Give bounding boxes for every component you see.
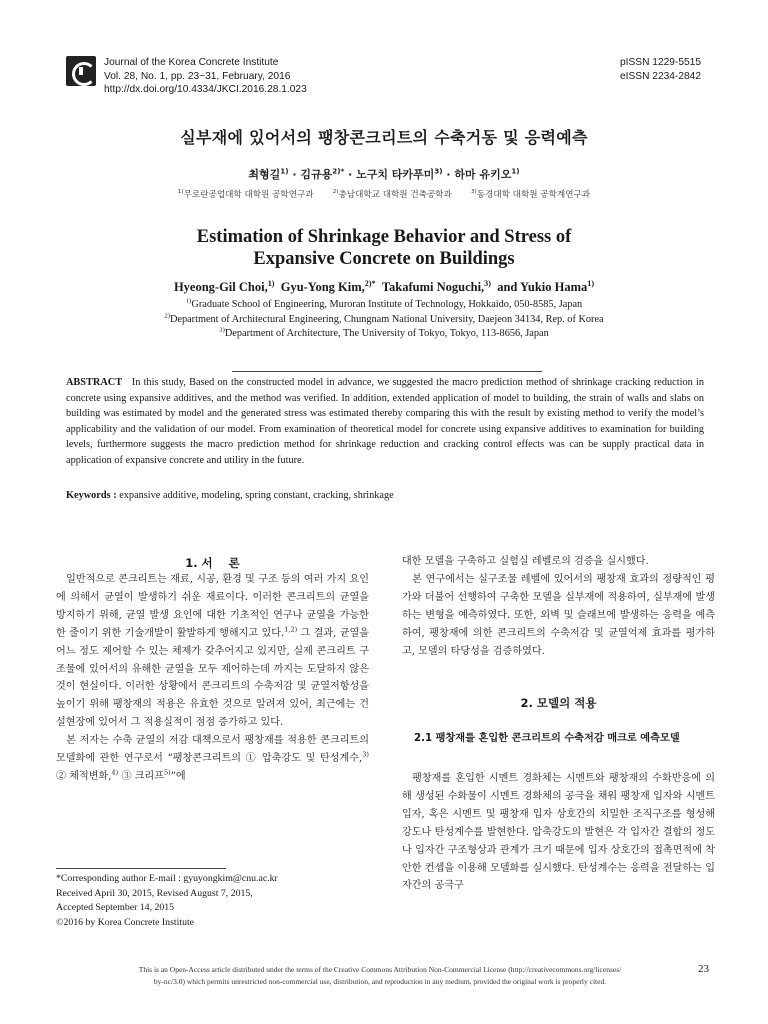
authors-english: Hyeong-Gil Choi,$^{1)}$ Gyu-Yong Kim,$^{2)*}$ Takafumi Noguchi,$^{3)}$ and Yukio Hama$^{1)}$	[173, 278, 595, 294]
keywords-label: Keywords :	[66, 490, 117, 501]
affiliation-ko: 무로란공업대학 대학원 공학연구과	[183, 190, 314, 200]
left-column	[56, 571, 369, 786]
abstract	[66, 375, 704, 468]
pissn: pISSN 1229-5515	[620, 57, 701, 68]
abstract-label: ABSTRACT	[66, 377, 123, 388]
received-date: Received April 30, 2015, Revised August 7, 2015,	[56, 887, 253, 899]
journal-info	[104, 56, 307, 97]
section-2-title: 2. 모델의 적용	[520, 696, 597, 710]
affiliations-korean: $^{1)}$무로란공업대학 대학원 공학연구과 $^{2)}$충남대학교 대학원 건축공학과 $^{3)}$동경대학 대학원 공학계연구과	[177, 189, 591, 200]
footnote	[56, 872, 376, 930]
author-ko: 김규용	[300, 168, 333, 181]
section-1-paragraph-continued: 대한 모델을 구축하고 실험실 레벨로의 검증을 실시했다.	[402, 556, 649, 567]
affiliation-ko: 충남대학교 대학원 건축공학과	[338, 190, 452, 200]
copyright: ©2016 by Korea Concrete Institute	[56, 916, 195, 928]
accepted-date: Accepted September 14, 2015	[56, 902, 175, 913]
affiliations-english	[0, 298, 768, 342]
affiliation-en: $^{1)}$Graduate School of Engineering, Muroran Institute of Technology, Hokkaido, 050-8585, Japan	[185, 297, 583, 310]
section-1-paragraph-1: 일반적으로 콘크리트는 재료, 시공, 환경 및 구조 등의 여러 가지 요인에 의해서 균열이 발생하기 쉬운 재료이다. 이러한 콘크리트의 균열을 방지하기 위해, 균열 발생 요인에 대한 기초적인 연구나 균열을 가능한 한 줄이기 위한 기술개발이 활발하게 행해지고 있다.$^{1,2)}$ 그 결과, 균열을 어느 정도 제어할 수 있는 체제가 갖추어지고 있지만, 실제 콘크리트 구조물에 있어서의 유해한 균열을 모두 제어하는데 까지는 도달하지 않은 것이 현실이다. 이러한 상황에서 콘크리트의 수축저감 및 균열저항성을 높이기 위해 팽창재의 적용은 유효한 것으로 알려져 있어, 최근에는 건설현장에 있어서 그 적용실적이 점점 증가하고 있다.	[56, 574, 369, 729]
license-notice: This is an Open-Access article distributed under the terms of the Creative Commons Attribution Non-Commercial License (http://creativecommons.org/licenses/ by-nc/3.0) which permits unrestricted non-commercial use, distribution, and reproduction in any medium, provided the original work is properly cited.	[138, 965, 622, 986]
doi-link[interactable]: http://dx.doi.org/10.4334/JKCI.2016.28.1.023	[104, 84, 307, 95]
author-ko: 하마 유키오	[454, 168, 512, 181]
title-english	[0, 226, 768, 270]
journal-header	[66, 56, 716, 100]
author-en: Gyu-Yong Kim,	[280, 280, 365, 294]
author-ko: 노구치 타카푸미	[356, 168, 435, 181]
title-korean: 실부재에 있어서의 팽창콘크리트의 수축거동 및 응력예측	[180, 128, 588, 147]
abstract-text: In this study, Based on the constructed model in advance, we suggested the macro prediction method of shrinkage cracking reduction in concrete using expansive additives, and the method was verified. In addition, extended application of model to building, the strain of walls and slabs on building was estimated by model and the generated stress was estimated thereby comparing this with the result by existing method to verify the model’s applicability and the validation of our model. From examination of theoretical model for concrete using expansive additives to examination for building levels, furthermore suggests the macro prediction method for shrinkage reduction and cracking control effects was can be supply practical data in application of expansive concrete and utility in the future.	[66, 377, 704, 466]
issn-block	[620, 56, 716, 83]
footnote-divider	[56, 868, 226, 869]
corresponding-author: *Corresponding author E-mail : gyuyongkim@cnu.ac.kr	[56, 873, 278, 884]
section-2-paragraph-1: 팽창재를 혼입한 시멘트 경화체는 시멘트와 팽창재의 수화반응에 의해 생성된 수화물이 시멘트 경화체의 공극을 채워 팽창재 입자와 시멘트 입자, 혹은 시멘트 및 팽창재 입자 상호간의 치밀한 조직구조를 형성해 강도나 탄성계수를 발현한다. 압축강도의 발현은 각 입자간 결합의 정도나 입자간 구조형상과 관계가 크기 때문에 입자 상호간의 접촉면적에 착안한 컨셉을 이용해 모델화를 실시했다. 탄성계수는 응력을 전달하는 입자간의 공극구	[402, 773, 715, 892]
author-ko: 최형길	[248, 168, 281, 181]
affiliation-ko: 동경대학 대학원 공학계연구과	[476, 190, 591, 200]
section-1-title: 1. 서 론	[185, 556, 240, 570]
volume-info: Vol. 28, No. 1, pp. 23~31, February, 2016	[104, 70, 291, 82]
title-english-line2: Expansive Concrete on Buildings	[253, 249, 515, 269]
journal-logo-icon	[66, 56, 96, 86]
affiliation-en: $^{2)}$Department of Architectural Engineering, Chungnam National University, Daejeon 34134, Rep. of Korea	[164, 312, 604, 325]
eissn: eISSN 2234-2842	[620, 70, 701, 82]
author-en: and Yukio Hama	[497, 280, 588, 294]
page-number: 23	[698, 963, 709, 975]
section-2-1-title: 2.1 팽창재를 혼입한 콘크리트의 수축저감 매크로 예측모델	[414, 733, 680, 744]
section-2-body	[402, 770, 715, 895]
journal-name: Journal of the Korea Concrete Institute	[104, 57, 279, 68]
section-1-paragraph-2: 본 저자는 수축 균열의 저감 대책으로서 팽창재를 적용한 콘크리트의 모델화에 관한 연구로서 “팽창콘크리트의 ① 압축강도 및 탄성계수,$^{3)}$ ② 체적변화,$^{4)}$ ③ 크리프$^{5)}$”에	[56, 735, 369, 782]
authors-korean: 최형길$^{1)}$ · 김규용$^{2)*}$ · 노구치 타카푸미$^{3)}$ · 하마 유키오$^{1)}$	[248, 166, 520, 181]
keywords	[66, 490, 704, 501]
author-en: Takafumi Noguchi,	[381, 280, 485, 294]
title-english-line1: Estimation of Shrinkage Behavior and Stress of	[196, 227, 572, 247]
keywords-text: expansive additive, modeling, spring constant, cracking, shrinkage	[119, 490, 394, 501]
author-en: Hyeong-Gil Choi,	[173, 280, 268, 294]
section-1-paragraph-3: 본 연구에서는 실구조물 레벨에 있어서의 팽창재 효과의 정량적인 평가와 더불어 선행하여 구축한 모델을 실부재에 적용하여, 실부재에 발생하는 변형을 예측하였다. 또한, 외벽 및 슬래브에 발생하는 응력을 예측하여, 팽창재에 의한 콘크리트의 수축저감 및 균열억제 효과를 평가하고, 모델의 타당성을 검증하였다.	[402, 573, 715, 657]
abstract-divider	[232, 371, 542, 372]
affiliation-en: $^{3)}$Department of Architecture, The University of Tokyo, Tokyo, 113-8656, Japan	[219, 326, 549, 339]
right-column	[402, 553, 715, 660]
